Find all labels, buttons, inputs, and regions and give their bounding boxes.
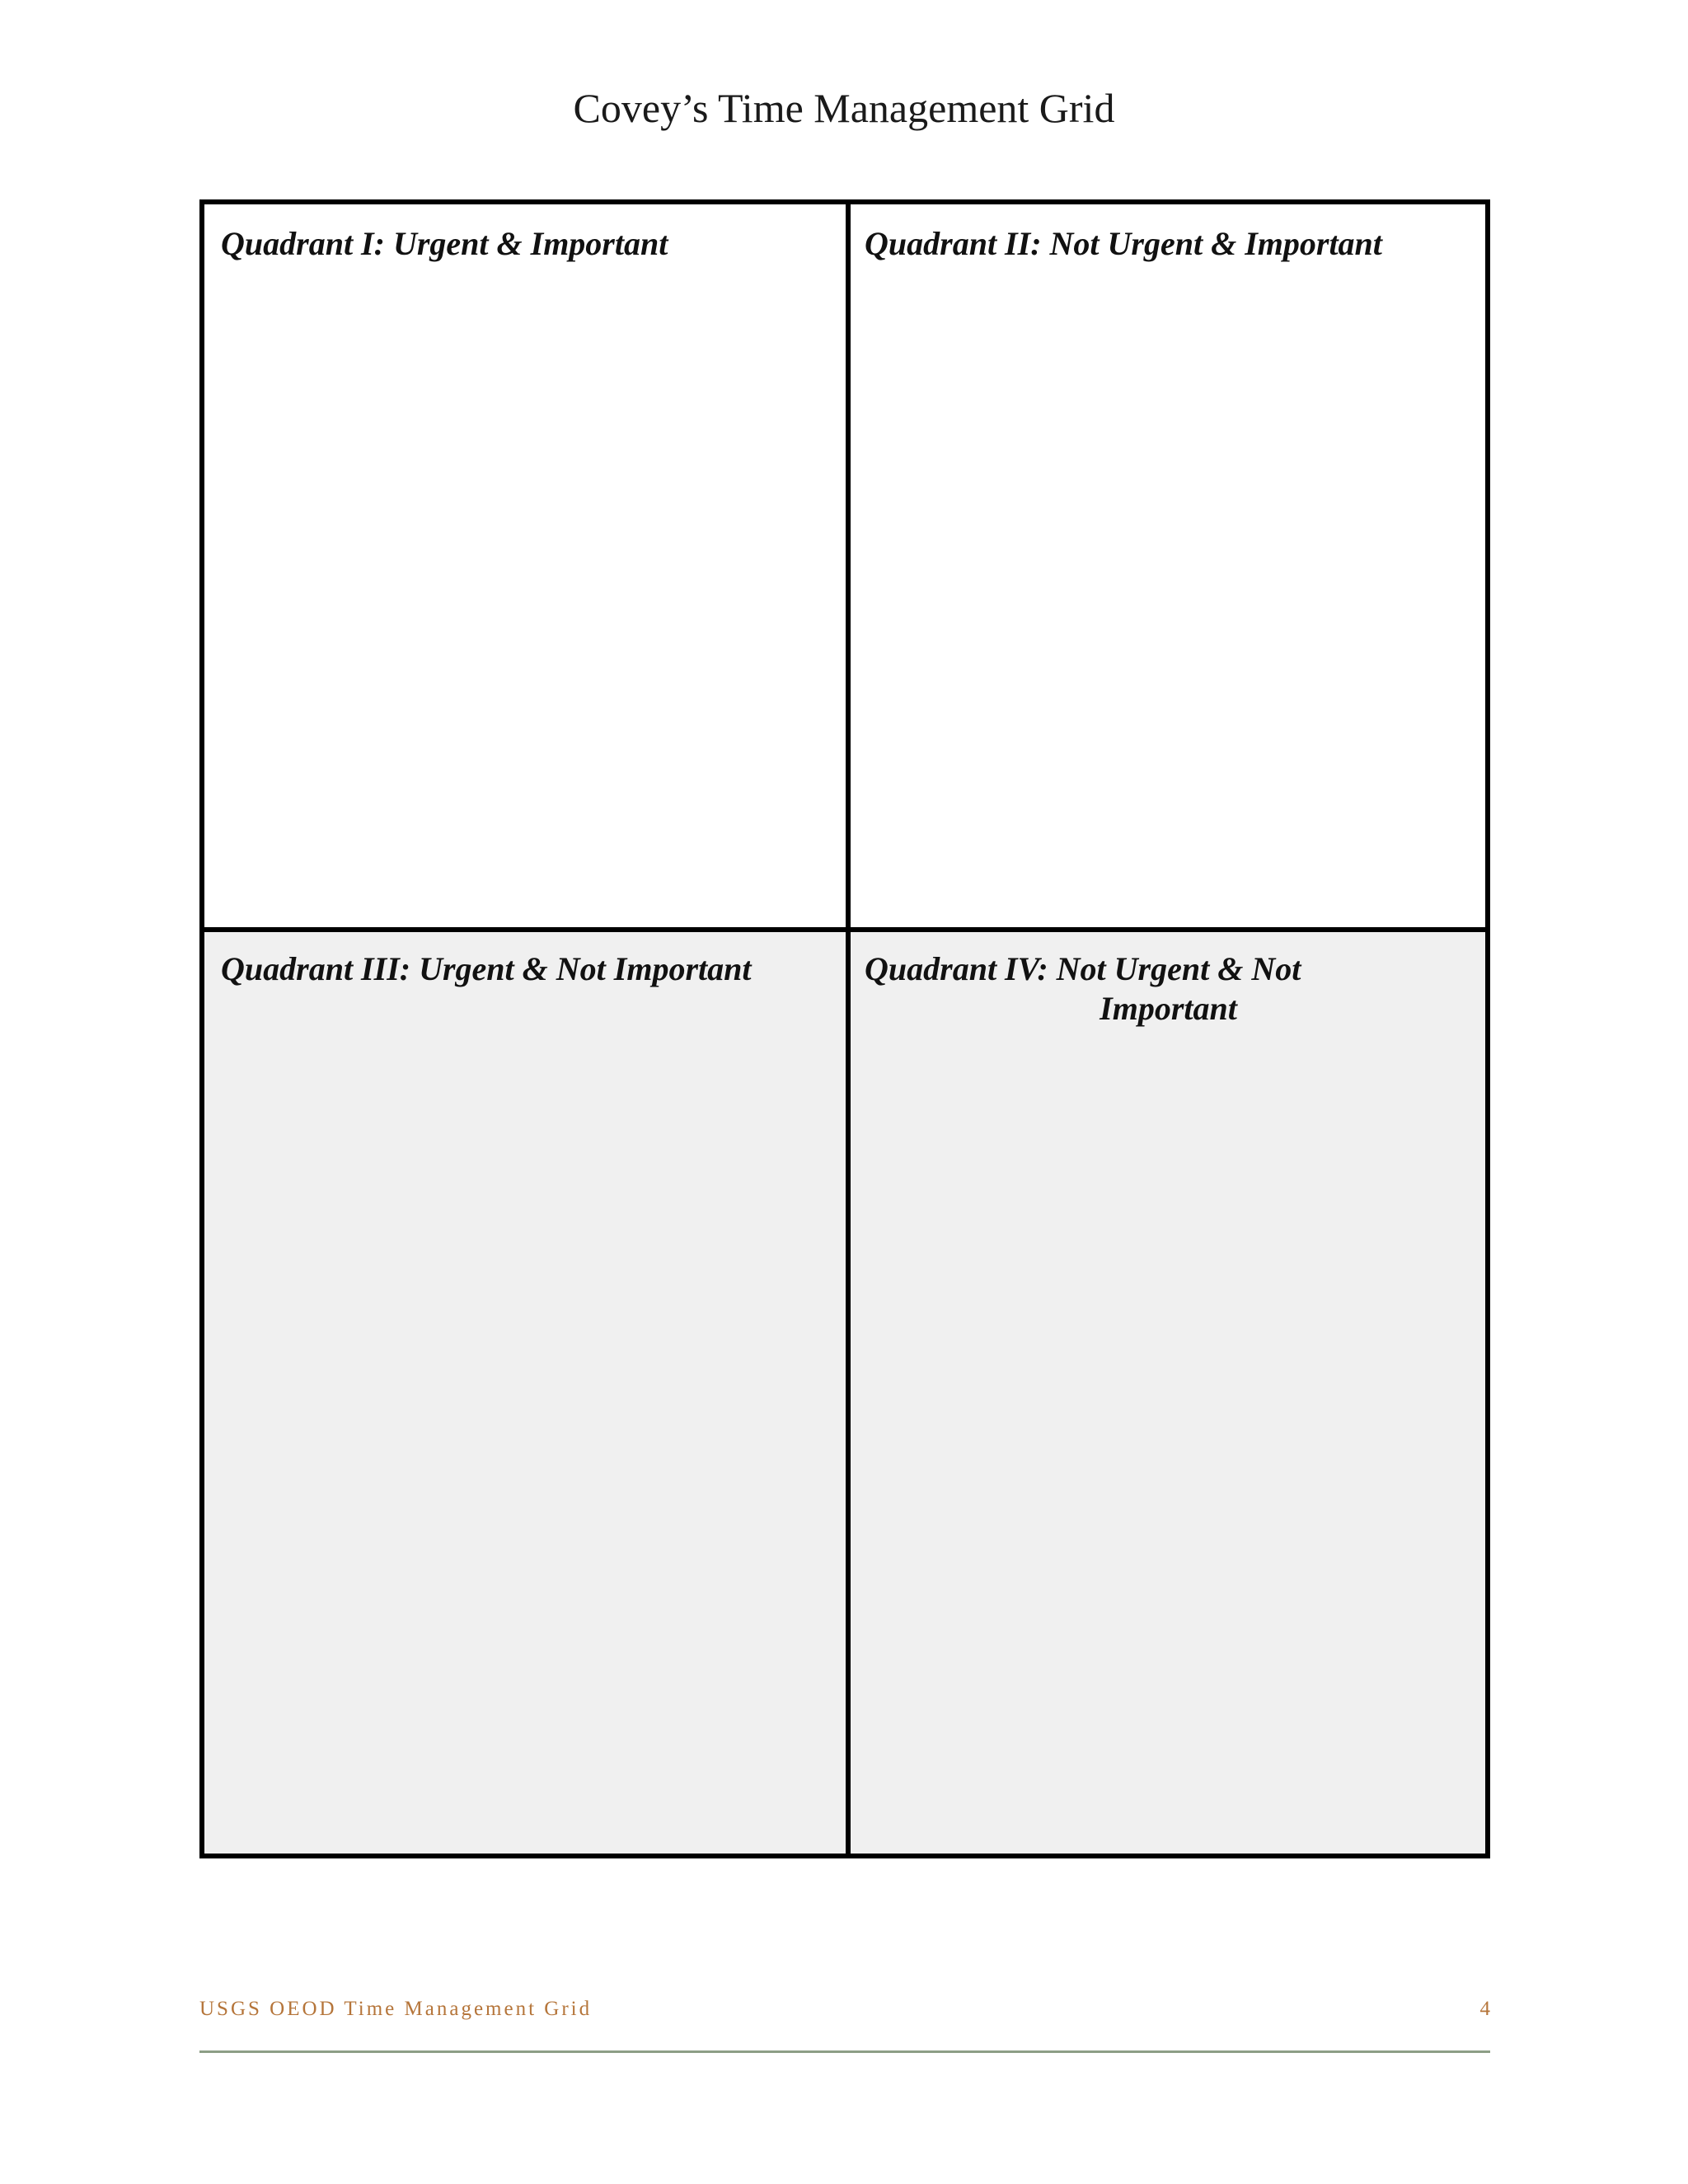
footer-page-number: 4	[1479, 1998, 1490, 2020]
quadrant-3	[204, 930, 848, 1854]
quadrant-2-label: Quadrant II: Not Urgent & Important	[865, 225, 1382, 262]
quadrant-1	[204, 204, 848, 930]
page-title: Covey’s Time Management Grid	[573, 85, 1115, 131]
quadrant-4	[848, 930, 1485, 1854]
footer-title: USGS OEOD Time Management Grid	[199, 1998, 593, 2020]
quadrant-4-label-line2: Important	[1100, 990, 1237, 1027]
quadrant-2	[848, 204, 1485, 930]
quadrant-4-label	[865, 949, 1472, 1029]
time-management-grid	[199, 199, 1490, 1858]
quadrant-3-label: Quadrant III: Urgent & Not Important	[221, 950, 752, 987]
vertical-divider	[846, 204, 851, 1854]
quadrant-4-label-line1: Quadrant IV: Not Urgent & Not	[865, 950, 1301, 987]
horizontal-divider	[204, 927, 1485, 932]
footer-rule	[199, 2050, 1490, 2053]
quadrant-1-label: Quadrant I: Urgent & Important	[221, 225, 668, 262]
